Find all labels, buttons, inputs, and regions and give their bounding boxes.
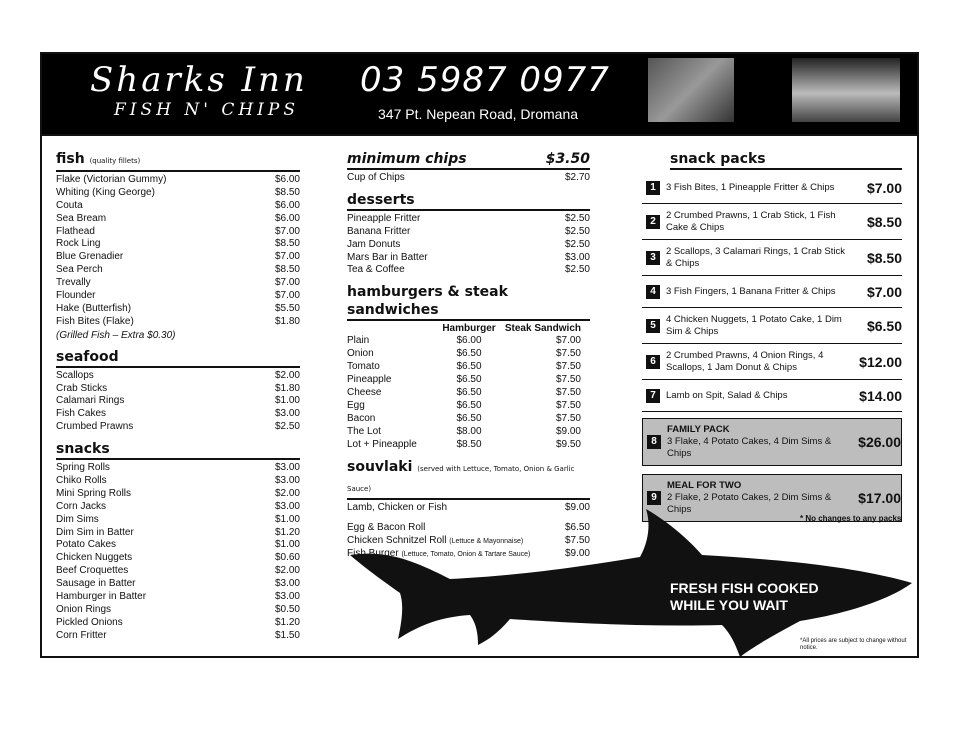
- menu-item: [56, 174, 300, 187]
- hamburger-price: $8.00: [456, 425, 482, 437]
- steak-sandwich-price: $7.50: [555, 361, 581, 373]
- item-price: $3.00: [274, 591, 300, 603]
- item-price: $8.50: [274, 186, 300, 198]
- item-name: Onion Rings: [56, 603, 112, 615]
- item-price: $7.00: [274, 225, 300, 237]
- hamburger-price: $6.50: [456, 412, 482, 424]
- menu-item: [56, 501, 300, 514]
- hamburger-price: $6.50: [456, 348, 482, 360]
- item-name: Dim Sim in Batter: [56, 526, 134, 538]
- item-price: $5.50: [274, 302, 300, 314]
- item-name: Flake (Victorian Gummy): [56, 174, 167, 185]
- pack-description: 2 Scallops, 3 Calamari Rings, 1 Crab Stick & Chips: [666, 245, 845, 269]
- item-price: $8.50: [274, 264, 300, 276]
- pack-price: $7.00: [866, 283, 902, 300]
- desserts-heading: desserts: [347, 191, 590, 211]
- snack-pack: [642, 308, 902, 344]
- menu-item: [56, 421, 300, 434]
- steak-sandwich-price: $7.50: [555, 399, 581, 411]
- menu-item: [347, 252, 590, 265]
- item-name: Blue Grenadier: [56, 251, 124, 263]
- burger-row: [347, 413, 590, 426]
- pack-description: 2 Crumbed Prawns, 1 Crab Stick, 1 Fish Cake & Chips: [666, 209, 836, 233]
- item-name: Pickled Onions: [56, 616, 123, 628]
- item-price: $2.50: [564, 238, 590, 250]
- item-price: $0.60: [274, 552, 300, 564]
- family-pack: 8 FAMILY PACK 3 Flake, 4 Potato Cakes, 4 Dim Sims & Chips $26.00: [642, 418, 902, 466]
- item-name: Rock Ling: [56, 238, 101, 250]
- item-name: Egg & Bacon Roll: [347, 522, 426, 534]
- item-price: $3.00: [274, 475, 300, 487]
- item-price: $0.50: [274, 603, 300, 615]
- menu-item: [347, 172, 590, 185]
- slogan: FRESH FISH COOKED WHILE YOU WAIT: [670, 580, 819, 613]
- item-name: Pineapple Fritter: [347, 212, 421, 224]
- item-price: $1.80: [274, 382, 300, 394]
- item-name: Potato Cakes: [56, 539, 117, 551]
- menu-frame: [40, 52, 919, 658]
- pack-number: 1: [646, 181, 660, 195]
- menu-item: [56, 539, 300, 552]
- item-name: Spring Rolls: [56, 462, 110, 474]
- hamburger-price: $6.50: [456, 399, 482, 411]
- burger-name: Lot + Pineapple: [347, 438, 417, 450]
- item-name: Mars Bar in Batter: [347, 251, 428, 263]
- item-price: $1.50: [274, 629, 300, 641]
- hamburger-price: $6.50: [456, 386, 482, 398]
- item-note: (Lettuce & Mayonnaise): [449, 538, 524, 546]
- item-price: $2.50: [564, 225, 590, 237]
- item-name: Crab Sticks: [56, 382, 108, 394]
- snacks-heading: snacks: [56, 440, 300, 460]
- fish-heading: fish (quality fillets): [56, 150, 300, 172]
- burger-name: Bacon: [347, 412, 376, 424]
- item-name: Chiko Rolls: [56, 475, 107, 487]
- column-middle: [347, 150, 590, 561]
- item-price: $2.70: [564, 172, 590, 183]
- snack-pack: [642, 276, 902, 308]
- packs-note: * No changes to any packs: [800, 514, 902, 523]
- item-price: $3.00: [274, 500, 300, 512]
- item-name: Chicken Schnitzel Roll (Lettuce & Mayonnaise): [347, 535, 524, 547]
- menu-item: [347, 239, 590, 252]
- item-name: Sea Bream: [56, 212, 107, 224]
- pack-number: 7: [646, 389, 660, 403]
- snack-pack: [642, 344, 902, 380]
- menu-item: [56, 565, 300, 578]
- snack-pack: [642, 240, 902, 276]
- brand-tagline: FISH N' CHIPS: [114, 100, 299, 120]
- menu-item: [56, 264, 300, 277]
- item-price: $3.00: [274, 578, 300, 590]
- menu-item: [347, 213, 590, 226]
- item-price: $1.00: [274, 539, 300, 551]
- burger-name: Pineapple: [347, 374, 392, 386]
- item-price: $8.50: [274, 238, 300, 250]
- burgers-table: [347, 335, 590, 451]
- hamburger-price: $6.50: [456, 374, 482, 386]
- burger-row: [347, 387, 590, 400]
- column-left: [56, 150, 300, 643]
- item-price: $1.80: [274, 315, 300, 327]
- chips-heading: minimum chips $3.50: [347, 150, 590, 170]
- menu-item: [56, 604, 300, 617]
- menu-item: [56, 238, 300, 251]
- snack-pack: [642, 204, 902, 240]
- shark-photo-head: [792, 58, 900, 122]
- steak-sandwich-price: $7.50: [555, 348, 581, 360]
- item-price: $7.50: [564, 535, 590, 547]
- item-price: $2.50: [564, 212, 590, 224]
- steak-sandwich-price: $7.00: [555, 335, 581, 347]
- menu-item: [56, 290, 300, 303]
- item-name: Corn Fritter: [56, 629, 107, 641]
- seafood-list: [56, 370, 300, 434]
- item-price: $2.50: [274, 421, 300, 433]
- item-price: $3.00: [274, 462, 300, 474]
- item-note: (Lettuce, Tomato, Onion & Tartare Sauce): [401, 551, 531, 559]
- pack-description: 4 Chicken Nuggets, 1 Potato Cake, 1 Dim Sim & Chips: [666, 313, 842, 337]
- pack-price: $12.00: [859, 353, 902, 370]
- item-name: Hake (Butterfish): [56, 302, 132, 314]
- price-disclaimer: *All prices are subject to change without notice.: [800, 638, 907, 651]
- burger-name: The Lot: [347, 425, 381, 437]
- menu-item: [347, 226, 590, 239]
- item-price: $6.00: [274, 174, 300, 185]
- menu-item: [56, 617, 300, 630]
- item-price: $7.00: [274, 290, 300, 302]
- pack-number: 4: [646, 285, 660, 299]
- burger-name: Tomato: [347, 361, 380, 373]
- item-name: Mini Spring Rolls: [56, 487, 132, 499]
- item-name: Fish Burger (Lettuce, Tomato, Onion & Tartare Sauce): [347, 548, 531, 560]
- menu-item: [56, 251, 300, 264]
- menu-item: [56, 226, 300, 239]
- pack-description: 3 Fish Bites, 1 Pineapple Fritter & Chips: [666, 181, 835, 193]
- souvlaki-heading: souvlaki (served with Lettuce, Tomato, Onion & Garlic Sauce): [347, 458, 590, 500]
- burger-name: Plain: [347, 335, 370, 347]
- item-name: Sea Perch: [56, 264, 103, 276]
- menu-item: [56, 488, 300, 501]
- menu-item: [56, 316, 300, 329]
- menu-item: [56, 303, 300, 316]
- pack-price: $8.50: [866, 249, 902, 266]
- chips-list: [347, 172, 590, 185]
- pack-number: 5: [646, 319, 660, 333]
- item-name: Hamburger in Batter: [56, 591, 147, 603]
- steak-sandwich-price: $7.50: [555, 374, 581, 386]
- burger-name: Egg: [347, 399, 365, 411]
- item-price: $1.20: [274, 616, 300, 628]
- meal-for-two: 9 MEAL FOR TWO 2 Flake, 2 Potato Cakes, 2 Dim Sims & Chips $17.00: [642, 474, 902, 522]
- item-price: $7.00: [274, 277, 300, 289]
- menu-item: [56, 578, 300, 591]
- column-right: [642, 150, 902, 522]
- burger-row: [347, 348, 590, 361]
- item-name: Fish Cakes: [56, 408, 107, 420]
- item-name: Tea & Coffee: [347, 264, 405, 276]
- shark-photo-jaws: [648, 58, 734, 122]
- menu-item: [56, 552, 300, 565]
- grilled-note: (Grilled Fish – Extra $0.30): [56, 329, 176, 341]
- item-name: Sausage in Batter: [56, 578, 136, 590]
- packs-heading: snack packs: [670, 150, 902, 170]
- steak-sandwich-price: $7.50: [555, 386, 581, 398]
- item-name: Flounder: [56, 290, 96, 302]
- item-price: $3.00: [564, 251, 590, 263]
- item-name: Trevally: [56, 277, 91, 289]
- snack-pack: [642, 172, 902, 204]
- pack-price: $7.00: [866, 179, 902, 196]
- hamburger-price: $8.50: [456, 438, 482, 450]
- item-price: $1.20: [274, 526, 300, 538]
- menu-item: [347, 264, 590, 277]
- item-name: Flathead: [56, 225, 95, 237]
- item-name: Scallops: [56, 369, 94, 381]
- snacks-list: [56, 462, 300, 642]
- item-price: $1.00: [274, 395, 300, 407]
- phone-number: 03 5987 0977: [360, 60, 610, 100]
- menu-item: [56, 591, 300, 604]
- item-price: $6.00: [274, 199, 300, 211]
- item-name: Fish Bites (Flake): [56, 315, 134, 327]
- item-price: $2.50: [564, 264, 590, 276]
- steak-sandwich-price: $9.50: [555, 438, 581, 450]
- pack-description: 2 Crumbed Prawns, 4 Onion Rings, 4 Scallops, 1 Jam Donut & Chips: [666, 349, 824, 373]
- item-price: $6.50: [564, 522, 590, 534]
- burger-row: [347, 374, 590, 387]
- menu-item: [56, 395, 300, 408]
- burger-name: Cheese: [347, 386, 382, 398]
- pack-description: Lamb on Spit, Salad & Chips: [666, 389, 788, 401]
- desserts-list: [347, 213, 590, 277]
- item-name: Crumbed Prawns: [56, 421, 134, 433]
- shark-silhouette: [350, 509, 912, 659]
- item-name: Corn Jacks: [56, 500, 107, 512]
- burger-name: Onion: [347, 348, 374, 360]
- menu-item: [56, 277, 300, 290]
- menu-item: [56, 383, 300, 396]
- item-price: $2.00: [274, 565, 300, 577]
- item-name: Couta: [56, 199, 83, 211]
- item-name: Dim Sims: [56, 513, 99, 525]
- item-price: $6.00: [274, 212, 300, 224]
- pack-price: $8.50: [866, 213, 902, 230]
- pack-number: 2: [646, 215, 660, 229]
- seafood-heading: seafood: [56, 348, 300, 368]
- burger-row: [347, 335, 590, 348]
- pack-description: 3 Fish Fingers, 1 Banana Fritter & Chips: [666, 285, 836, 297]
- souvlaki-item: Lamb, Chicken or Fish $9.00: [347, 501, 590, 513]
- menu-item: [56, 527, 300, 540]
- item-name: Chicken Nuggets: [56, 552, 133, 564]
- menu-item: [56, 514, 300, 527]
- menu-item: [56, 475, 300, 488]
- item-price: $9.00: [564, 548, 590, 560]
- menu-item: [56, 408, 300, 421]
- item-price: $2.00: [274, 487, 300, 499]
- burgers-heading: hamburgers & steak sandwiches: [347, 283, 590, 321]
- steak-sandwich-price: $9.00: [555, 425, 581, 437]
- item-name: Beef Croquettes: [56, 565, 129, 577]
- item-name: Banana Fritter: [347, 225, 411, 237]
- brand-name: Sharks Inn: [90, 60, 308, 100]
- fish-list: [56, 174, 300, 329]
- header-banner: [42, 54, 917, 134]
- pack-number: 3: [646, 251, 660, 265]
- burger-row: [347, 426, 590, 439]
- item-price: $2.00: [274, 369, 300, 381]
- burger-row: [347, 400, 590, 413]
- pack-price: $14.00: [859, 387, 902, 404]
- item-name: Whiting (King George): [56, 186, 155, 198]
- burger-row: [347, 439, 590, 452]
- packs-list: [642, 172, 902, 412]
- pack-price: $6.50: [866, 317, 902, 334]
- header-rule: [42, 134, 917, 136]
- address: 347 Pt. Nepean Road, Dromana: [378, 106, 579, 122]
- item-name: Cup of Chips: [347, 172, 405, 183]
- item-price: $1.00: [274, 513, 300, 525]
- hamburger-price: $6.50: [456, 361, 482, 373]
- burgers-table-header: Hamburger Steak Sandwich: [442, 323, 581, 335]
- item-price: $7.00: [274, 251, 300, 263]
- snack-pack: [642, 380, 902, 412]
- hamburger-price: $6.00: [456, 335, 482, 347]
- menu-item: [56, 462, 300, 475]
- item-name: Jam Donuts: [347, 238, 401, 250]
- pack-number: 6: [646, 355, 660, 369]
- item-price: $3.00: [274, 408, 300, 420]
- menu-item: [56, 187, 300, 200]
- burger-row: [347, 361, 590, 374]
- steak-sandwich-price: $7.50: [555, 412, 581, 424]
- menu-item: [56, 200, 300, 213]
- menu-item: [56, 370, 300, 383]
- item-name: Calamari Rings: [56, 395, 125, 407]
- menu-item: [56, 213, 300, 226]
- menu-item: [56, 630, 300, 643]
